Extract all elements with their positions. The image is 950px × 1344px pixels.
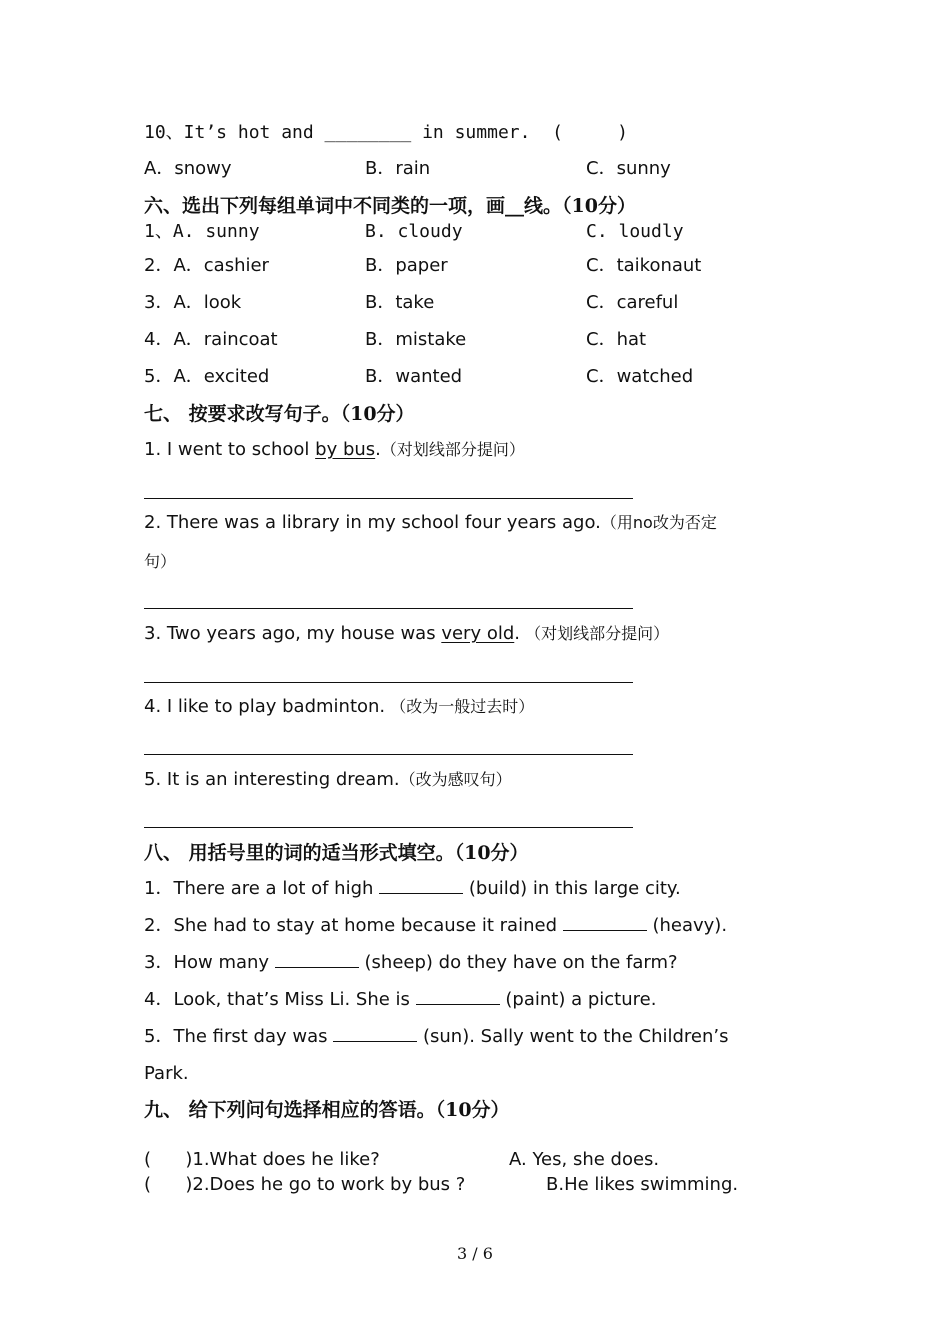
s6-row5-b: B．wanted bbox=[365, 366, 463, 387]
s7-q1-note: （对划线部分提问） bbox=[380, 440, 525, 459]
s8-item1-post: (build) in this large city. bbox=[463, 878, 681, 899]
s8-item2-blank[interactable] bbox=[563, 914, 647, 931]
s8-item5-pre: 5．The first day was bbox=[144, 1026, 328, 1047]
s8-item3-pre: 3．How many bbox=[144, 952, 270, 973]
s7-q5-note: （改为感叹句） bbox=[399, 770, 512, 789]
s6-row2-b: B．paper bbox=[365, 255, 448, 276]
s6-row4-a: 4．A．raincoat bbox=[144, 329, 278, 350]
s6-row5-a: 5．A．excited bbox=[144, 366, 270, 387]
s8-item4-blank[interactable] bbox=[416, 988, 500, 1005]
s7-q1-post: . bbox=[375, 439, 381, 460]
s7-q4-note: （改为一般过去时） bbox=[385, 697, 535, 716]
section7-title: 七、 按要求改写句子。（10分） bbox=[144, 403, 415, 425]
s6-row1-b: B. cloudy bbox=[365, 221, 463, 242]
s8-item2 bbox=[144, 914, 727, 938]
s7-q1-answer-line[interactable] bbox=[144, 498, 633, 499]
s7-q1-pre: 1. I went to school bbox=[144, 439, 316, 460]
q10-text: 10、It’s hot and ________ in summer. ( ) bbox=[144, 122, 628, 143]
s6-row5-c: C．watched bbox=[586, 366, 694, 387]
s9-answer-b: B.He likes swimming. bbox=[546, 1174, 739, 1195]
s7-q5-text: 5. It is an interesting dream. bbox=[144, 769, 400, 790]
s6-row1-c: C. loudly bbox=[586, 221, 684, 242]
s6-row2-c: C．taikonaut bbox=[586, 255, 702, 276]
s7-q3-note: （对划线部分提问） bbox=[520, 624, 670, 643]
section6-title: 六、选出下列每组单词中不同类的一项，画__线。（10分） bbox=[144, 195, 636, 217]
s7-q1 bbox=[144, 438, 525, 462]
s8-item4-post: (paint) a picture. bbox=[499, 989, 657, 1010]
s9-question1: ( )1.What does he like? bbox=[144, 1149, 380, 1170]
s6-row4-b: B．mistake bbox=[365, 329, 467, 350]
q10-option-c: C．sunny bbox=[586, 158, 671, 179]
s6-row3-c: C．careful bbox=[586, 292, 679, 313]
section9-title: 九、 给下列问句选择相应的答语。（10分） bbox=[144, 1099, 510, 1121]
s7-q5 bbox=[144, 768, 512, 792]
s8-item5-cont: Park. bbox=[144, 1063, 189, 1084]
s8-item3-post: (sheep) do they have on the farm? bbox=[358, 952, 678, 973]
s8-item1 bbox=[144, 877, 681, 901]
s8-item1-pre: 1．There are a lot of high bbox=[144, 878, 374, 899]
s7-q2-note-cont: 句） bbox=[144, 552, 177, 571]
s8-item5-blank[interactable] bbox=[333, 1025, 417, 1042]
s6-row3-a: 3．A．look bbox=[144, 292, 242, 313]
s7-q3-pre: 3. Two years ago, my house was bbox=[144, 623, 442, 644]
s8-item1-blank[interactable] bbox=[379, 877, 463, 894]
s9-answer-a: A. Yes, she does. bbox=[509, 1149, 660, 1170]
s7-q4 bbox=[144, 695, 534, 719]
s8-item5 bbox=[144, 1025, 729, 1049]
section8-title: 八、 用括号里的词的适当形式填空。（10分） bbox=[144, 842, 529, 864]
s7-q3 bbox=[144, 622, 669, 646]
s7-q3-post: . bbox=[514, 623, 520, 644]
s8-item2-post: (heavy). bbox=[646, 915, 728, 936]
s8-item3-blank[interactable] bbox=[275, 951, 359, 968]
s8-item5-post: (sun). Sally went to the Children’s bbox=[417, 1026, 729, 1047]
s7-q2-note: （用no改为否定 bbox=[600, 513, 717, 532]
s8-item3 bbox=[144, 951, 678, 975]
q10-option-a: A．snowy bbox=[144, 158, 232, 179]
s9-question2: ( )2.Does he go to work by bus ? bbox=[144, 1174, 466, 1195]
s7-q2-answer-line[interactable] bbox=[144, 608, 633, 609]
s7-q3-answer-line[interactable] bbox=[144, 682, 633, 683]
page-number: 3 / 6 bbox=[457, 1244, 493, 1263]
s7-q2 bbox=[144, 511, 717, 535]
s8-item4 bbox=[144, 988, 656, 1012]
s6-row3-b: B．take bbox=[365, 292, 435, 313]
s7-q2-text: 2. There was a library in my school four years ago. bbox=[144, 512, 601, 533]
s8-item4-pre: 4．Look, that’s Miss Li. She is bbox=[144, 989, 410, 1010]
s6-row4-c: C．hat bbox=[586, 329, 647, 350]
s6-row1-a: 1、A. sunny bbox=[144, 221, 260, 242]
q10-option-b: B．rain bbox=[365, 158, 431, 179]
s6-row2-a: 2．A．cashier bbox=[144, 255, 269, 276]
s7-q3-underlined: very old bbox=[441, 623, 515, 644]
s7-q1-underlined: by bus bbox=[315, 439, 376, 460]
s7-q4-answer-line[interactable] bbox=[144, 754, 633, 755]
s7-q4-text: 4. I like to play badminton. bbox=[144, 696, 386, 717]
s7-q5-answer-line[interactable] bbox=[144, 827, 633, 828]
s8-item2-pre: 2．She had to stay at home because it rained bbox=[144, 915, 557, 936]
